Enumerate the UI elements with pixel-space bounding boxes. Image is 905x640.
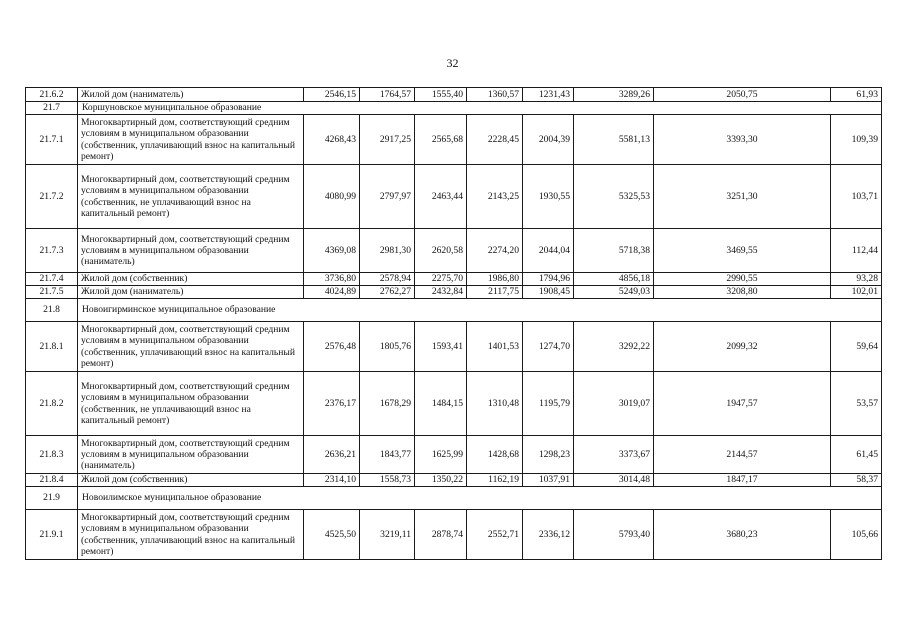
row-code: 21.6.2 xyxy=(26,88,78,102)
value-cell: 1558,73 xyxy=(360,474,415,487)
value-cell: 5718,38 xyxy=(574,229,654,273)
value-cell: 1484,15 xyxy=(415,372,467,436)
value-cell: 1274,70 xyxy=(523,322,574,372)
row-code: 21.9 xyxy=(26,487,78,510)
value-cell: 1847,17 xyxy=(654,474,831,487)
row-description: Многоквартирный дом, соответствующий средним условиям в муниципальном образовании (собственник, не уплачивающий взнос на капитальный ремонт) xyxy=(78,165,304,229)
value-cell: 1401,53 xyxy=(467,322,523,372)
value-cell: 1231,43 xyxy=(523,88,574,102)
row-description: Многоквартирный дом, соответствующий средним условиям в муниципальном образовании (собственник, уплачивающий взнос на капитальный ремонт) xyxy=(78,322,304,372)
row-description: Многоквартирный дом, соответствующий средним условиям в муниципальном образовании (собственник, уплачивающий взнос на капитальный ремонт) xyxy=(78,510,304,560)
value-cell: 1986,80 xyxy=(467,273,523,286)
table-row xyxy=(26,273,882,286)
row-code: 21.7.2 xyxy=(26,165,78,229)
value-cell: 1947,57 xyxy=(654,372,831,436)
value-cell: 4080,99 xyxy=(304,165,360,229)
value-cell: 3289,26 xyxy=(574,88,654,102)
value-cell: 2336,12 xyxy=(523,510,574,560)
value-cell: 3736,80 xyxy=(304,273,360,286)
value-cell: 4525,50 xyxy=(304,510,360,560)
value-cell: 2050,75 xyxy=(654,88,831,102)
row-code: 21.7 xyxy=(26,102,78,115)
section-title: Новоигирминское муниципальное образование xyxy=(78,299,882,322)
row-code: 21.8.2 xyxy=(26,372,78,436)
value-cell: 1593,41 xyxy=(415,322,467,372)
row-description: Многоквартирный дом, соответствующий средним условиям в муниципальном образовании (собственник, уплачивающий взнос на капитальный ремонт) xyxy=(78,115,304,165)
value-cell: 2576,48 xyxy=(304,322,360,372)
row-code: 21.7.4 xyxy=(26,273,78,286)
value-cell: 102,01 xyxy=(831,286,882,299)
value-cell: 1908,45 xyxy=(523,286,574,299)
value-cell: 1625,99 xyxy=(415,436,467,474)
section-row xyxy=(26,102,882,115)
value-cell: 5581,13 xyxy=(574,115,654,165)
value-cell: 5249,03 xyxy=(574,286,654,299)
row-code: 21.8.3 xyxy=(26,436,78,474)
row-description: Жилой дом (собственник) xyxy=(78,474,304,487)
value-cell: 3014,48 xyxy=(574,474,654,487)
value-cell: 2797,97 xyxy=(360,165,415,229)
value-cell: 3292,22 xyxy=(574,322,654,372)
value-cell: 1298,23 xyxy=(523,436,574,474)
tariff-table xyxy=(25,87,882,560)
row-code: 21.8.1 xyxy=(26,322,78,372)
value-cell: 53,57 xyxy=(831,372,882,436)
value-cell: 1930,55 xyxy=(523,165,574,229)
value-cell: 3373,67 xyxy=(574,436,654,474)
section-row xyxy=(26,299,882,322)
table-row xyxy=(26,322,882,372)
value-cell: 2314,10 xyxy=(304,474,360,487)
value-cell: 4268,43 xyxy=(304,115,360,165)
value-cell: 1428,68 xyxy=(467,436,523,474)
row-description: Жилой дом (наниматель) xyxy=(78,286,304,299)
value-cell: 2620,58 xyxy=(415,229,467,273)
table-row xyxy=(26,165,882,229)
section-title: Коршуновское муниципальное образование xyxy=(78,102,882,115)
value-cell: 3469,55 xyxy=(654,229,831,273)
value-cell: 103,71 xyxy=(831,165,882,229)
value-cell: 2275,70 xyxy=(415,273,467,286)
value-cell: 2990,55 xyxy=(654,273,831,286)
value-cell: 2228,45 xyxy=(467,115,523,165)
value-cell: 2099,32 xyxy=(654,322,831,372)
value-cell: 3251,30 xyxy=(654,165,831,229)
value-cell: 1360,57 xyxy=(467,88,523,102)
page-number: 32 xyxy=(446,56,459,70)
value-cell: 1310,48 xyxy=(467,372,523,436)
row-description: Многоквартирный дом, соответствующий средним условиям в муниципальном образовании (собственник, не уплачивающий взнос на капитальный ремонт) xyxy=(78,372,304,436)
value-cell: 105,66 xyxy=(831,510,882,560)
value-cell: 3208,80 xyxy=(654,286,831,299)
value-cell: 3680,23 xyxy=(654,510,831,560)
value-cell: 1764,57 xyxy=(360,88,415,102)
table-row xyxy=(26,510,882,560)
value-cell: 93,28 xyxy=(831,273,882,286)
value-cell: 2578,94 xyxy=(360,273,415,286)
value-cell: 5793,40 xyxy=(574,510,654,560)
value-cell: 4024,89 xyxy=(304,286,360,299)
value-cell: 2917,25 xyxy=(360,115,415,165)
row-description: Многоквартирный дом, соответствующий средним условиям в муниципальном образовании (наниматель) xyxy=(78,229,304,273)
value-cell: 2565,68 xyxy=(415,115,467,165)
row-code: 21.7.1 xyxy=(26,115,78,165)
value-cell: 1843,77 xyxy=(360,436,415,474)
value-cell: 1195,79 xyxy=(523,372,574,436)
row-description: Жилой дом (собственник) xyxy=(78,273,304,286)
value-cell: 1037,91 xyxy=(523,474,574,487)
table-body xyxy=(26,88,882,560)
value-cell: 2432,84 xyxy=(415,286,467,299)
row-description: Жилой дом (наниматель) xyxy=(78,88,304,102)
value-cell: 2762,27 xyxy=(360,286,415,299)
value-cell: 1350,22 xyxy=(415,474,467,487)
value-cell: 109,39 xyxy=(831,115,882,165)
value-cell: 1794,96 xyxy=(523,273,574,286)
value-cell: 4369,08 xyxy=(304,229,360,273)
value-cell: 5325,53 xyxy=(574,165,654,229)
value-cell: 2144,57 xyxy=(654,436,831,474)
table-row xyxy=(26,88,882,102)
value-cell: 2546,15 xyxy=(304,88,360,102)
value-cell: 2044,04 xyxy=(523,229,574,273)
table-row xyxy=(26,115,882,165)
value-cell: 2376,17 xyxy=(304,372,360,436)
row-code: 21.7.5 xyxy=(26,286,78,299)
section-row xyxy=(26,487,882,510)
row-code: 21.8 xyxy=(26,299,78,322)
value-cell: 3393,30 xyxy=(654,115,831,165)
value-cell: 2981,30 xyxy=(360,229,415,273)
table-row xyxy=(26,474,882,487)
value-cell: 2117,75 xyxy=(467,286,523,299)
value-cell: 59,64 xyxy=(831,322,882,372)
table-row xyxy=(26,436,882,474)
value-cell: 2878,74 xyxy=(415,510,467,560)
table-row xyxy=(26,372,882,436)
value-cell: 2463,44 xyxy=(415,165,467,229)
value-cell: 3219,11 xyxy=(360,510,415,560)
row-code: 21.8.4 xyxy=(26,474,78,487)
value-cell: 1805,76 xyxy=(360,322,415,372)
table-row xyxy=(26,286,882,299)
value-cell: 2274,20 xyxy=(467,229,523,273)
row-code: 21.7.3 xyxy=(26,229,78,273)
value-cell: 2552,71 xyxy=(467,510,523,560)
value-cell: 61,45 xyxy=(831,436,882,474)
value-cell: 2143,25 xyxy=(467,165,523,229)
row-code: 21.9.1 xyxy=(26,510,78,560)
value-cell: 2004,39 xyxy=(523,115,574,165)
value-cell: 3019,07 xyxy=(574,372,654,436)
value-cell: 61,93 xyxy=(831,88,882,102)
value-cell: 1162,19 xyxy=(467,474,523,487)
value-cell: 112,44 xyxy=(831,229,882,273)
section-title: Новоилимское муниципальное образование xyxy=(78,487,882,510)
value-cell: 1555,40 xyxy=(415,88,467,102)
row-description: Многоквартирный дом, соответствующий средним условиям в муниципальном образовании (наниматель) xyxy=(78,436,304,474)
value-cell: 2636,21 xyxy=(304,436,360,474)
table-row xyxy=(26,229,882,273)
value-cell: 4856,18 xyxy=(574,273,654,286)
value-cell: 58,37 xyxy=(831,474,882,487)
value-cell: 1678,29 xyxy=(360,372,415,436)
